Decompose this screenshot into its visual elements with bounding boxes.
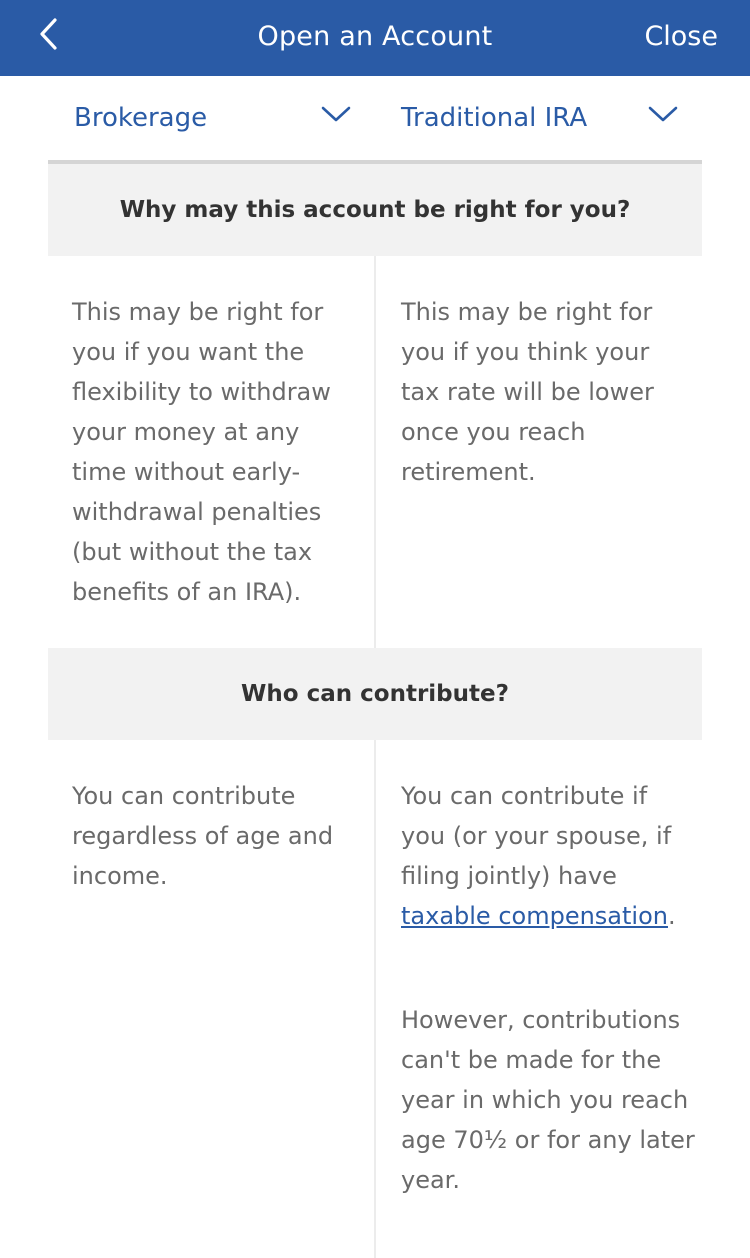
section-heading-why: Why may this account be right for you? — [48, 164, 702, 256]
who-traditional-ira-text — [401, 776, 697, 936]
account-selectors — [48, 76, 702, 164]
taxable-compensation-link[interactable]: taxable compensation — [401, 902, 668, 930]
who-traditional-ira-note: However, contributions can't be made for the year in which you reach age 70½ or for any later year. — [401, 1006, 695, 1194]
selected-account-left: Brokerage — [74, 103, 208, 133]
chevron-down-icon — [647, 104, 679, 124]
column-divider — [374, 740, 376, 1258]
selected-account-right: Traditional IRA — [401, 103, 588, 133]
why-brokerage-text: This may be right for you if you want the flexibility to withdraw your money at any time without early-withdrawal penalties (but without the tax benefits of an IRA). — [72, 298, 331, 606]
who-ira-text-before-link: You can contribute if you (or your spouse, if filing jointly) have — [401, 782, 672, 890]
page-title: Open an Account — [257, 20, 493, 52]
who-brokerage-text: You can contribute regardless of age and income. — [72, 782, 334, 890]
section-heading-who: Who can contribute? — [48, 648, 702, 740]
account-type-select-right[interactable] — [401, 76, 681, 160]
column-divider — [374, 256, 376, 648]
close-button[interactable]: Close — [644, 20, 718, 52]
why-traditional-ira-text: This may be right for you if you think your tax rate will be lower once you reach retirement. — [401, 298, 654, 486]
chevron-down-icon — [320, 104, 352, 124]
account-type-select-left[interactable] — [74, 76, 354, 160]
app-header — [0, 0, 750, 76]
who-ira-text-after-link: . — [667, 902, 676, 930]
